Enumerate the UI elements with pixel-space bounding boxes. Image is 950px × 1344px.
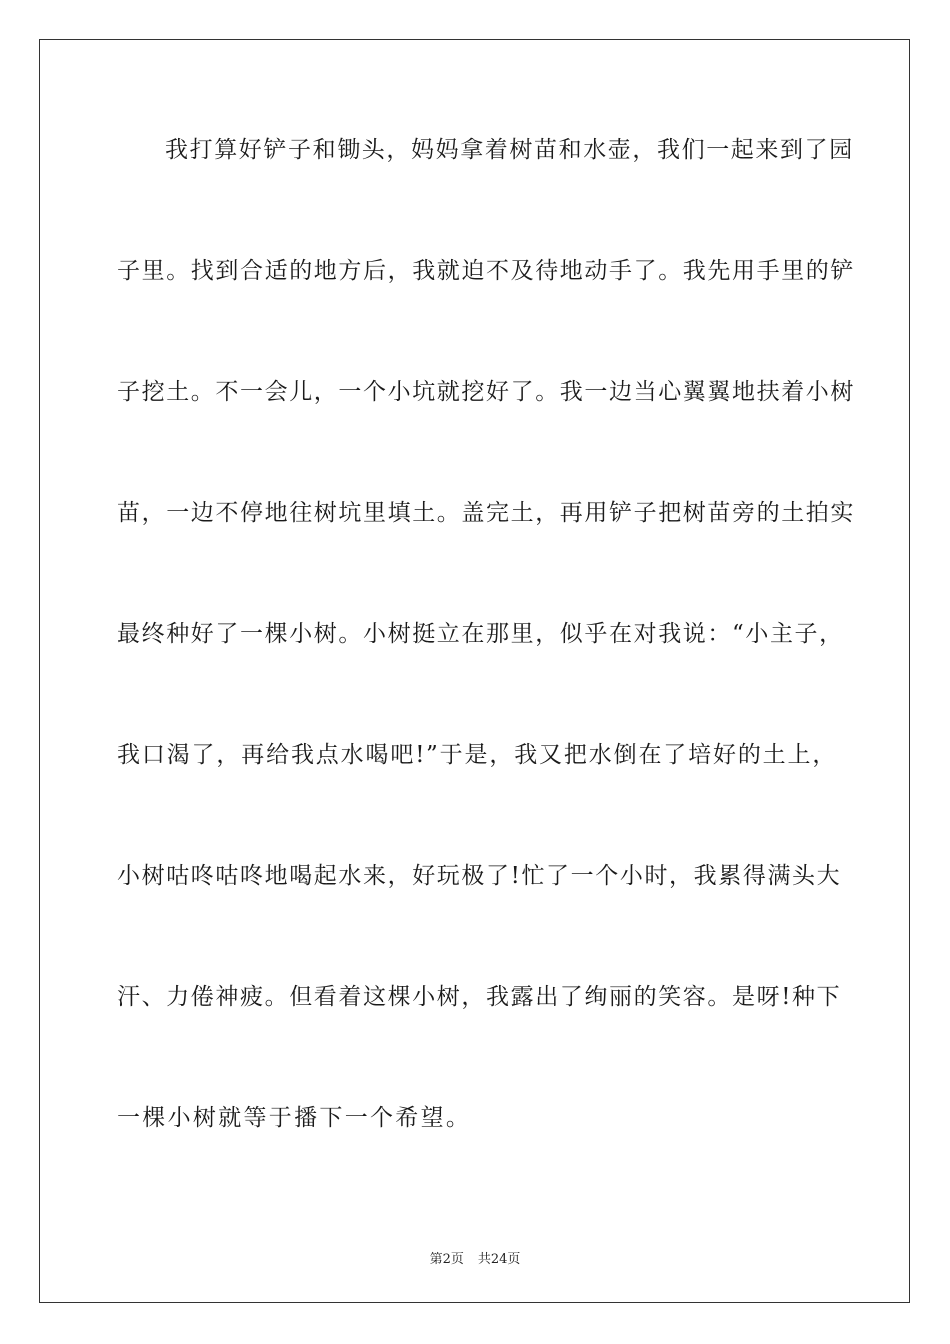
paragraph-line-6: 我口渴了，再给我点水喝吧!”于是，我又把水倒在了培好的土上， [117, 742, 837, 768]
paragraph-line-2: 子里。找到合适的地方后，我就迫不及待地动手了。我先用手里的铲 [117, 258, 855, 284]
paragraph-line-8: 汗、力倦神疲。但看着这棵小树，我露出了绚丽的笑容。是呀!种下 [117, 984, 842, 1010]
paragraph-line-9: 一棵小树就等于播下一个希望。 [117, 1105, 472, 1131]
paragraph-line-4: 苗，一边不停地往树坑里填土。盖完土，再用铲子把树苗旁的土拍实 [117, 500, 855, 526]
page-number: 第2页 [429, 1252, 464, 1267]
paragraph-line-1: 我打算好铲子和锄头，妈妈拿着树苗和水壶，我们一起来到了园 [165, 137, 854, 163]
paragraph-line-7: 小树咕咚咕咚地喝起水来，好玩极了!忙了一个小时，我累得满头大 [117, 863, 842, 889]
paragraph-line-5: 最终种好了一棵小树。小树挺立在那里，似乎在对我说：“小主子， [117, 621, 844, 647]
page-footer [0, 1248, 950, 1267]
page-total: 共24页 [477, 1252, 521, 1267]
paragraph-line-3: 子挖土。不一会儿，一个小坑就挖好了。我一边当心翼翼地扶着小树 [117, 379, 855, 405]
